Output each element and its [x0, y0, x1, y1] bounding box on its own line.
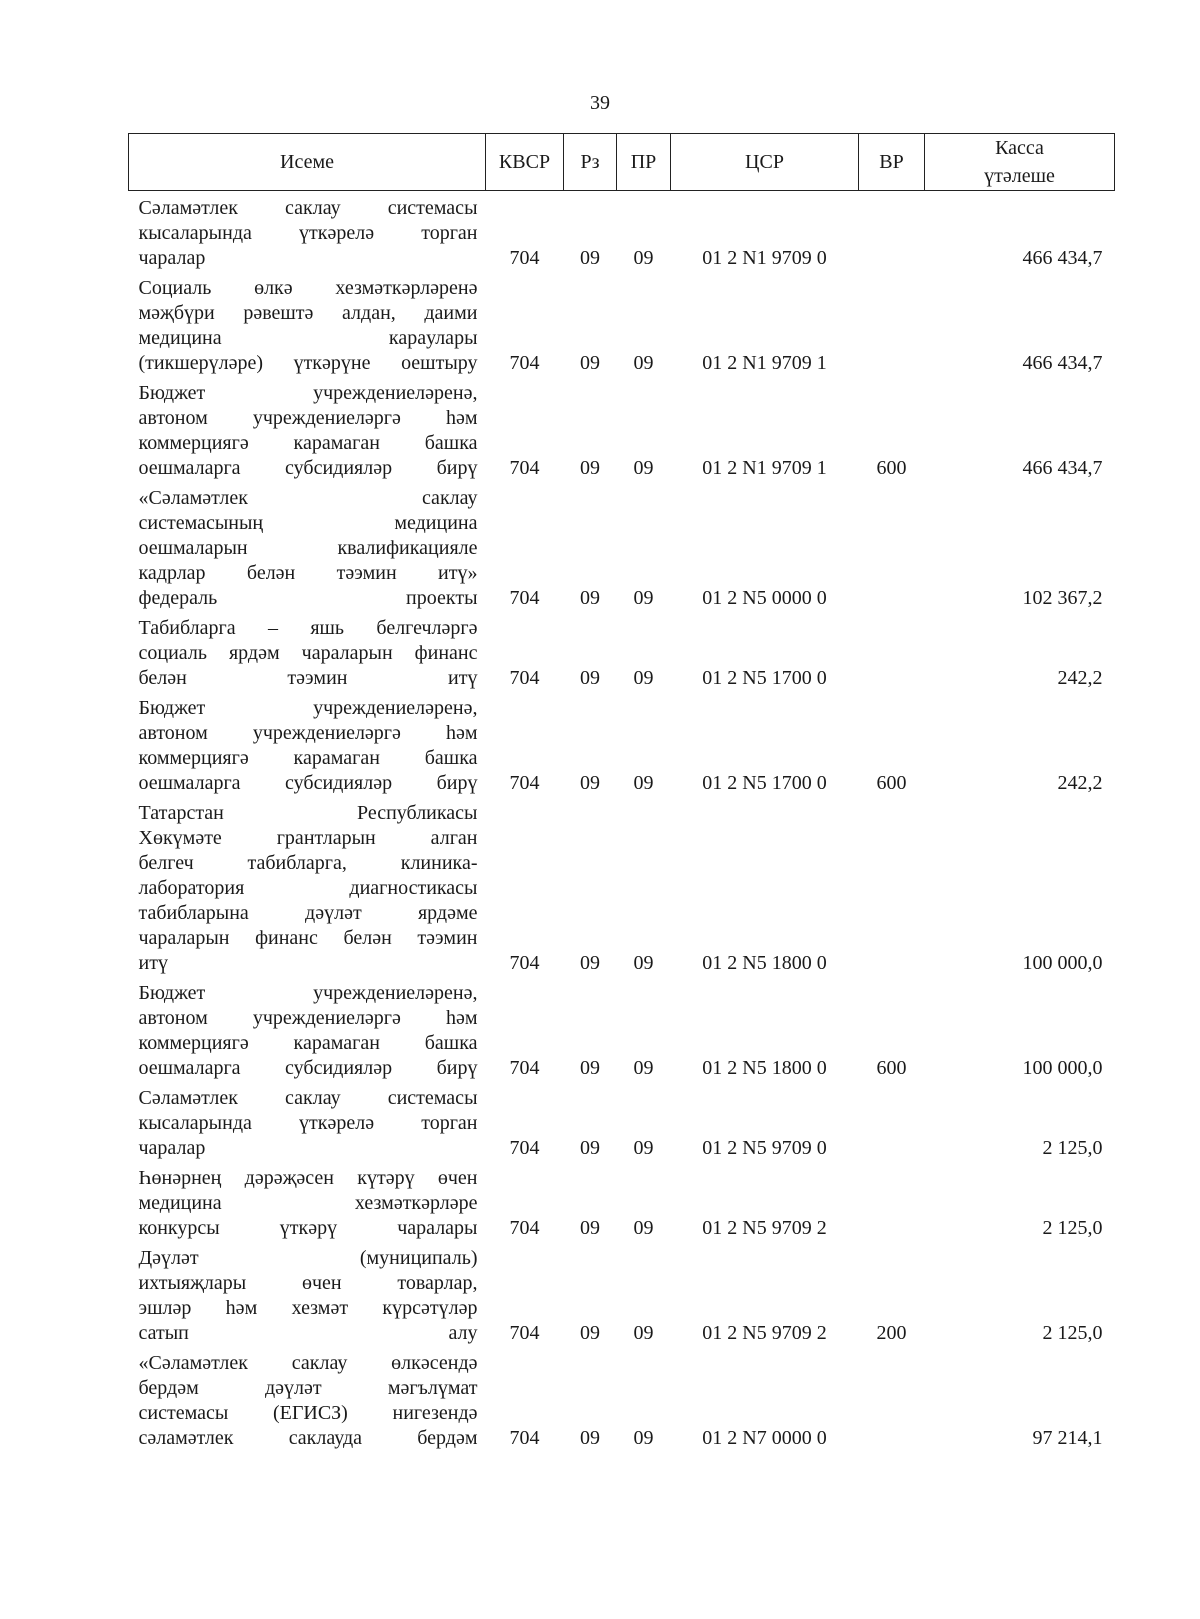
row-pr: 09: [633, 352, 654, 374]
table-row: [129, 1346, 1115, 1451]
row-vr: 200: [876, 1322, 907, 1344]
row-vr: [859, 191, 925, 272]
row-kvsr: 704: [509, 352, 540, 374]
row-name: [129, 376, 486, 481]
row-amount: 2 125,0: [1042, 1217, 1103, 1239]
header-vr: ВР: [859, 134, 925, 191]
row-rz: 09: [580, 247, 600, 269]
row-name-line: коммерциягә карамаган башка: [138, 747, 478, 769]
row-name-line: эшләр һәм хезмәт күрсәтүләр: [138, 1297, 478, 1319]
table-row: [129, 376, 1115, 481]
row-rz: 09: [580, 1057, 600, 1079]
row-pr: 09: [633, 1057, 654, 1079]
row-vr: [859, 271, 925, 376]
row-name-line: сәламәтлек саклауда бердәм: [138, 1427, 478, 1449]
row-rz: 09: [580, 667, 600, 689]
row-name-line: системасы (ЕГИСЗ) нигезендә: [138, 1402, 478, 1424]
row-name-line: Хөкүмәте грантларын алган: [138, 827, 478, 849]
row-vr: [859, 481, 925, 611]
row-name-line: бердәм дәүләт мәгълүмат: [138, 1377, 478, 1399]
table-row: [129, 481, 1115, 611]
row-csr: 01 2 N1 9709 0: [702, 247, 827, 269]
row-name: [129, 691, 486, 796]
table-row: [129, 796, 1115, 976]
row-vr: [859, 611, 925, 691]
table-row: [129, 976, 1115, 1081]
row-rz: 09: [580, 1217, 600, 1239]
header-csr: ЦСР: [671, 134, 859, 191]
header-pr: ПР: [617, 134, 671, 191]
row-name-line: автоном учреждениеләргә һәм: [138, 1007, 478, 1029]
row-name-line: (тикшерүләре) үткәрүне оештыру: [138, 352, 478, 374]
row-name-line: Дәүләт (муниципаль): [138, 1247, 478, 1269]
row-name-line: сатып алу: [138, 1322, 478, 1344]
row-name-line: медицина карaулары: [138, 327, 478, 349]
row-csr: 01 2 N5 1800 0: [702, 952, 827, 974]
row-csr: 01 2 N5 1800 0: [702, 1057, 827, 1079]
header-kvsr: КВСР: [486, 134, 564, 191]
row-rz: 09: [580, 457, 600, 479]
row-pr: 09: [633, 1322, 654, 1344]
row-name-line: Бюджет учреждениеләренә,: [138, 982, 478, 1004]
row-pr: 09: [633, 1427, 654, 1449]
row-name-line: Сәламәтлек саклау системасы: [138, 1087, 478, 1109]
row-name-line: Һөнәрнең дәрәҗәсен күтәрү өчен: [138, 1167, 478, 1189]
row-name-line: оешмаларга субсидияләр бирү: [138, 772, 478, 794]
row-name: [129, 1081, 486, 1161]
row-kvsr: 704: [509, 1322, 540, 1344]
row-name-line: чаралар: [138, 1137, 206, 1159]
row-name-line: чараларын финанс белән тәэмин: [138, 927, 478, 949]
row-csr: 01 2 N7 0000 0: [702, 1427, 827, 1449]
row-amount: 242,2: [1057, 667, 1103, 689]
row-name-line: социаль ярдәм чараларын финанс: [138, 642, 478, 664]
table-header-row: [129, 134, 1115, 191]
row-name: [129, 271, 486, 376]
table-row: [129, 191, 1115, 272]
row-amount: 102 367,2: [1022, 587, 1103, 609]
row-vr: 600: [876, 457, 907, 479]
row-name-line: «Сәламәтлек саклау өлкәсендә: [138, 1352, 478, 1374]
row-name-line: кадрлар белән тәэмин итү»: [138, 562, 478, 584]
budget-table: [128, 133, 1115, 1451]
row-csr: 01 2 N1 9709 1: [702, 352, 827, 374]
row-name-line: ихтыяҗлары өчен товарлар,: [138, 1272, 478, 1294]
header-kassa-line1: Касса: [995, 137, 1044, 159]
row-pr: 09: [633, 587, 654, 609]
row-name-line: конкурсы үткәрү чаралары: [138, 1217, 478, 1239]
row-kvsr: 704: [509, 667, 540, 689]
header-kassa: [925, 134, 1115, 191]
row-name: [129, 1241, 486, 1346]
row-name-line: оешмаларын квалификацияле: [138, 537, 478, 559]
row-name-line: Татарстан Республикасы: [138, 802, 478, 824]
row-name-line: Табибларга – яшь белгечләргә: [138, 617, 478, 639]
row-amount: 466 434,7: [1022, 247, 1103, 269]
row-csr: 01 2 N5 0000 0: [702, 587, 827, 609]
row-amount: 97 214,1: [1032, 1427, 1103, 1449]
row-name: [129, 191, 486, 272]
table-row: [129, 1241, 1115, 1346]
row-rz: 09: [580, 772, 600, 794]
row-csr: 01 2 N5 1700 0: [702, 667, 827, 689]
row-pr: 09: [633, 667, 654, 689]
row-name-line: кысаларында үткәрелә торган: [138, 1112, 478, 1134]
row-kvsr: 704: [509, 1427, 540, 1449]
row-amount: 100 000,0: [1022, 1057, 1103, 1079]
row-name-line: автоном учреждениеләргә һәм: [138, 722, 478, 744]
row-name-line: белән тәэмин итү: [138, 667, 478, 689]
row-name-line: чаралар: [138, 247, 206, 269]
row-kvsr: 704: [509, 1217, 540, 1239]
header-rz: Рз: [564, 134, 617, 191]
table-row: [129, 1081, 1115, 1161]
row-pr: 09: [633, 772, 654, 794]
row-vr: 600: [876, 1057, 907, 1079]
row-name-line: лаборатория диагностикасы: [138, 877, 478, 899]
row-vr: [859, 796, 925, 976]
row-csr: 01 2 N5 1700 0: [702, 772, 827, 794]
row-vr: [859, 1161, 925, 1241]
row-amount: 100 000,0: [1022, 952, 1103, 974]
row-rz: 09: [580, 352, 600, 374]
row-kvsr: 704: [509, 772, 540, 794]
row-vr: [859, 1081, 925, 1161]
row-name-line: Социаль өлкә хезмәткәрләренә: [138, 277, 478, 299]
row-name-line: «Сәламәтлек саклау: [138, 487, 478, 509]
row-amount: 2 125,0: [1042, 1322, 1103, 1344]
row-csr: 01 2 N5 9709 0: [702, 1137, 827, 1159]
row-name-line: системасының медицина: [138, 512, 478, 534]
row-rz: 09: [580, 587, 600, 609]
row-name: [129, 1346, 486, 1451]
row-name-line: табибларына дәүләт ярдәме: [138, 902, 478, 924]
row-name-line: Бюджет учреждениеләренә,: [138, 697, 478, 719]
row-name-line: Бюджет учреждениеләренә,: [138, 382, 478, 404]
row-csr: 01 2 N5 9709 2: [702, 1322, 827, 1344]
row-pr: 09: [633, 457, 654, 479]
row-kvsr: 704: [509, 952, 540, 974]
row-kvsr: 704: [509, 587, 540, 609]
row-csr: 01 2 N1 9709 1: [702, 457, 827, 479]
row-kvsr: 704: [509, 457, 540, 479]
row-pr: 09: [633, 247, 654, 269]
row-name-line: итү: [138, 952, 168, 974]
row-amount: 466 434,7: [1022, 352, 1103, 374]
row-name: [129, 796, 486, 976]
row-name-line: коммерциягә карамаган башка: [138, 1032, 478, 1054]
row-pr: 09: [633, 1217, 654, 1239]
row-name: [129, 611, 486, 691]
row-amount: 466 434,7: [1022, 457, 1103, 479]
table-row: [129, 1161, 1115, 1241]
row-name-line: федераль проекты: [138, 587, 478, 609]
row-name-line: автоном учреждениеләргә һәм: [138, 407, 478, 429]
row-rz: 09: [580, 1427, 600, 1449]
row-name-line: кысаларында үткәрелә торган: [138, 222, 478, 244]
row-kvsr: 704: [509, 1137, 540, 1159]
table-body: [129, 191, 1115, 1452]
header-name: Исеме: [129, 134, 486, 191]
row-kvsr: 704: [509, 247, 540, 269]
row-rz: 09: [580, 952, 600, 974]
row-amount: 242,2: [1057, 772, 1103, 794]
row-name-line: мәҗбүри рәвештә алдан, даими: [138, 302, 478, 324]
table-row: [129, 611, 1115, 691]
row-amount: 2 125,0: [1042, 1137, 1103, 1159]
row-name: [129, 976, 486, 1081]
row-name-line: коммерциягә карамаган башка: [138, 432, 478, 454]
table-row: [129, 691, 1115, 796]
row-pr: 09: [633, 1137, 654, 1159]
row-name-line: медицина хезмәткәрләре: [138, 1192, 478, 1214]
row-rz: 09: [580, 1322, 600, 1344]
row-vr: [859, 1346, 925, 1451]
row-name: [129, 1161, 486, 1241]
row-name-line: оешмаларга субсидияләр бирү: [138, 1057, 478, 1079]
row-name-line: оешмаларга субсидияләр бирү: [138, 457, 478, 479]
row-vr: 600: [876, 772, 907, 794]
row-csr: 01 2 N5 9709 2: [702, 1217, 827, 1239]
row-rz: 09: [580, 1137, 600, 1159]
row-kvsr: 704: [509, 1057, 540, 1079]
row-pr: 09: [633, 952, 654, 974]
row-name-line: белгеч табибларга, клиника-: [138, 852, 478, 874]
row-name: [129, 481, 486, 611]
header-kassa-line2: үтәлеше: [984, 165, 1055, 187]
table-row: [129, 271, 1115, 376]
row-name-line: Сәламәтлек саклау системасы: [138, 197, 478, 219]
page-number: 39: [590, 92, 610, 114]
